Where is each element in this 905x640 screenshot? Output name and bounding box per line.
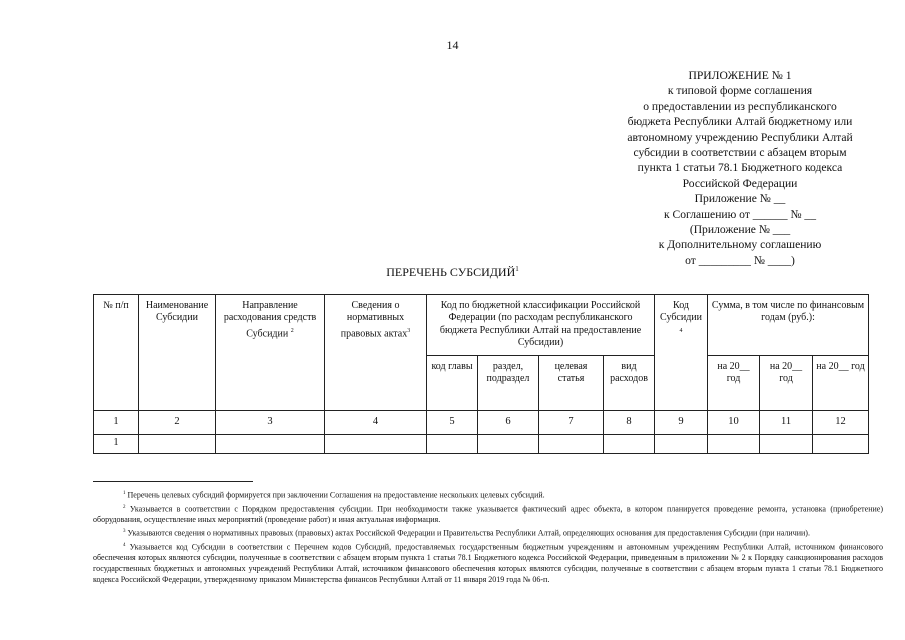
footnotes: [93, 489, 883, 587]
appendix-line: о предоставлении из республиканского: [643, 99, 837, 113]
page-number: 14: [446, 38, 459, 52]
document-title: [0, 265, 905, 280]
subheader-chapter-code: код главы: [427, 355, 478, 410]
table-cell: [478, 434, 539, 453]
footnote: [93, 489, 883, 502]
column-number: 6: [478, 410, 539, 434]
footnote-ref-4: 4: [679, 327, 683, 334]
footnote-ref-2: 2: [290, 327, 294, 334]
appendix-line: Приложение № __: [694, 192, 786, 206]
column-number: 9: [655, 410, 708, 434]
title-text: ПЕРЕЧЕНЬ СУБСИДИЙ: [386, 265, 516, 279]
header-budget-classification: Код по бюджетной классификации Российской Федерации (по расходам республиканского бюджета Республики Алтай на предоставление Субсидии): [427, 295, 655, 356]
subheader-expense-type: вид расходов: [604, 355, 655, 410]
footnote-text: Указывается код Субсидии в соответствии с Перечнем кодов Субсидий, предоставляемых государственным бюджетным учреждениям и автономным учреждениям Республики Алтай, источником финансового обеспечения которых являются субсидии, полученные в соответствии с абзацем вторым пункта 1 статьи 78.1 Бюджетного кодекса Российской Федерации, приведенным в приложении № 2 к Порядку санкционирования расходов государственных бюджетных и автономных учреждений Республики Алтай, источником финансового обеспечения которых являются субсидии, полученные в соответствии с абзацем вторым пункта 1 статьи 78.1 Бюджетного кодекса Российской Федерации, утвержденному приказом Министерства финансов Республики Алтай от 11 января 2019 года № 06-п.: [93, 542, 884, 584]
appendix-line: к Соглашению от ______ № __: [663, 207, 817, 221]
header-np: № п/п: [94, 295, 139, 411]
column-number: 8: [604, 410, 655, 434]
subheader-section: раздел, подраздел: [478, 355, 539, 410]
header-row: [94, 295, 869, 356]
column-number: 4: [325, 410, 427, 434]
appendix-line: Российской Федерации: [682, 176, 798, 190]
table-cell: [655, 434, 708, 453]
appendix-header: [590, 68, 890, 268]
column-number: 1: [94, 410, 139, 434]
column-number: 5: [427, 410, 478, 434]
subheader-year-3: на 20__ год: [813, 355, 869, 410]
appendix-line: ПРИЛОЖЕНИЕ № 1: [688, 69, 792, 82]
appendix-line: к типовой форме соглашения: [667, 84, 813, 98]
footnote-marker: 2: [123, 504, 126, 510]
appendix-line: (Приложение № ___: [689, 223, 791, 237]
footnote-separator: [93, 481, 253, 482]
footnote-marker: 4: [123, 542, 126, 548]
header-amount: Сумма, в том числе по финансовым годам (руб.):: [708, 295, 869, 356]
appendix-line: от _________ № ____): [685, 253, 795, 267]
appendix-line: автономному учреждению Республики Алтай: [627, 130, 853, 144]
table-cell: [539, 434, 604, 453]
table-cell: [325, 434, 427, 453]
footnote-text: Перечень целевых субсидий формируется при заключении Соглашения на предоставление нескольких целевых субсидий.: [127, 490, 545, 500]
column-number: 10: [708, 410, 760, 434]
footnote: [93, 541, 883, 586]
header-normative-text: Сведения о нормативных правовых актах: [340, 300, 408, 340]
column-number: 7: [539, 410, 604, 434]
table-cell: [427, 434, 478, 453]
appendix-line: пункта 1 статьи 78.1 Бюджетного кодекса: [637, 161, 843, 175]
column-number: 11: [760, 410, 813, 434]
header-normative-acts: [325, 295, 427, 411]
subsidies-table: [93, 294, 869, 454]
footnote-marker: 3: [123, 529, 126, 535]
header-direction-text: Направление расходования средств Субсидии: [223, 300, 317, 340]
table-row: [94, 434, 869, 453]
table-cell: [139, 434, 216, 453]
footnote-marker: 1: [123, 491, 126, 496]
appendix-line: субсидии в соответствии с абзацем вторым: [633, 146, 847, 160]
footnote: [93, 527, 883, 540]
header-direction: [216, 295, 325, 411]
footnote-text: Указывается в соответствии с Порядком предоставления субсидии. При необходимости также указывается фактический адрес объекта, в котором планируется проведение ремонта, установка (приобретение) оборудования, осуществление иных мероприятий (проведение работ) и иная актуальная информация.: [93, 504, 883, 525]
appendix-line: бюджета Республики Алтай бюджетному или: [627, 115, 853, 129]
column-number: 3: [216, 410, 325, 434]
column-number: 2: [139, 410, 216, 434]
subheader-year-1: на 20__ год: [708, 355, 760, 410]
subheader-year-2: на 20__ год: [760, 355, 813, 410]
column-number: 12: [813, 410, 869, 434]
table-cell: [708, 434, 760, 453]
footnote-ref-3: 3: [407, 327, 411, 334]
footnote: [93, 503, 883, 526]
table-cell: [760, 434, 813, 453]
table-cell: [604, 434, 655, 453]
subheader-target-article: целевая статья: [539, 355, 604, 410]
table-cell: [216, 434, 325, 453]
header-subsidy-code: [655, 295, 708, 411]
header-subsidy-name: Наименование Субсидии: [139, 295, 216, 411]
row-number-cell: 1: [94, 434, 139, 453]
column-numbers-row: [94, 410, 869, 434]
appendix-line: к Дополнительному соглашению: [658, 238, 822, 252]
header-code-text: Код Субсидии: [660, 300, 702, 324]
title-footnote-ref: 1: [515, 265, 519, 273]
table-cell: [813, 434, 869, 453]
footnote-text: Указываются сведения о нормативных правовых (правовых) актах Российской Федерации и Правительства Республики Алтай, определяющих основания для предоставления Субсидии (при наличии).: [127, 528, 810, 538]
